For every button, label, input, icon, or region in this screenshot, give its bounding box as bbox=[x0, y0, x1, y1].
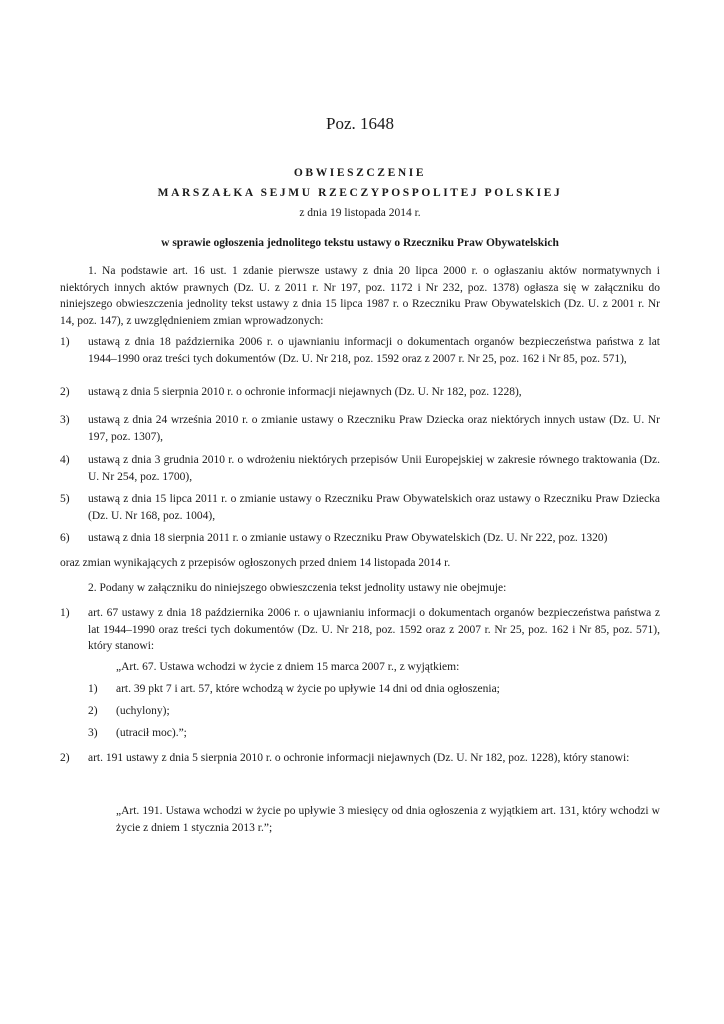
paragraph-1: 1. Na podstawie art. 16 ust. 1 zdanie pierwsze ustawy z dnia 20 lipca 2000 r. o ogłaszaniu aktów normatywnych i niektórych innych aktów prawnych (Dz. U. z 2011 r. Nr 197, poz. 1172 i Nr 232, poz. 1378) ogłasza się w załączniku do niniejszego obwieszczenia jednolity tekst ustawy z dnia 15 lipca 1987 r. o Rzeczniku Praw Obywatelskich (Dz. U. z 2001 r. Nr 14, poz. 147), z uwzględnieniem zmian wprowadzonych: bbox=[60, 265, 660, 327]
quote-item-number: 2) bbox=[88, 705, 98, 717]
list-text: ustawą z dnia 24 września 2010 r. o zmianie ustawy o Rzeczniku Praw Dziecka oraz niektórych innych ustaw (Dz. U. Nr 197, poz. 1307), bbox=[88, 414, 660, 443]
list-number: 1) bbox=[60, 607, 70, 619]
list-text: ustawą z dnia 5 sierpnia 2010 r. o ochronie informacji niejawnych (Dz. U. Nr 182, poz. 1228), bbox=[88, 386, 522, 398]
list-number: 1) bbox=[60, 336, 70, 348]
quote-item-number: 3) bbox=[88, 727, 98, 739]
list-number: 2) bbox=[60, 752, 70, 764]
list-number: 4) bbox=[60, 454, 70, 466]
quote-item bbox=[88, 681, 660, 698]
quote-art-191: „Art. 191. Ustawa wchodzi w życie po upływie 3 miesięcy od dnia ogłoszenia z wyjątkiem art. 131, który wchodzi w życie z dniem 1 stycznia 2013 r.”; bbox=[116, 805, 660, 834]
paragraph-2: 2. Podany w załączniku do niniejszego obwieszczenia tekst jednolity ustawy nie obejmuje: bbox=[88, 582, 507, 594]
list-text: ustawą z dnia 18 października 2006 r. o ujawnianiu informacji o dokumentach organów bezpieczeństwa państwa z lat 1944–1990 oraz treści tych dokumentów (Dz. U. Nr 218, poz. 1592 oraz z 2007 r. Nr 25, poz. 162 i Nr 85, poz. 571), bbox=[88, 336, 660, 365]
list-text: art. 67 ustawy z dnia 18 października 2006 r. o ujawnianiu informacji o dokumentach organów bezpieczeństwa państwa z lat 1944–1990 oraz treści tych dokumentów (Dz. U. Nr 218, poz. 1592 oraz z 2007 r. Nr 25, poz. 162 i Nr 85, poz. 571), który stanowi: bbox=[88, 607, 660, 652]
document-page bbox=[60, 0, 660, 1024]
quote-item-text: (utracił moc).”; bbox=[116, 727, 187, 739]
list-item bbox=[60, 384, 660, 401]
quote-item bbox=[88, 703, 660, 720]
quote-item-text: (uchylony); bbox=[116, 705, 170, 717]
issuer-title: MARSZAŁKA SEJMU RZECZYPOSPOLITEJ POLSKIEJ bbox=[157, 187, 563, 199]
document-date: z dnia 19 listopada 2014 r. bbox=[299, 207, 421, 219]
quote-item-number: 1) bbox=[88, 683, 98, 695]
list-item bbox=[60, 334, 660, 367]
changes-paragraph: oraz zmian wynikających z przepisów ogłoszonych przed dniem 14 listopada 2014 r. bbox=[60, 557, 451, 569]
document-subject: w sprawie ogłoszenia jednolitego tekstu ustawy o Rzeczniku Praw Obywatelskich bbox=[161, 237, 559, 249]
list-item bbox=[60, 491, 660, 524]
list-text: ustawą z dnia 18 sierpnia 2011 r. o zmianie ustawy o Rzeczniku Praw Obywatelskich (Dz. U. Nr 222, poz. 1320) bbox=[88, 532, 608, 544]
list-text: ustawą z dnia 15 lipca 2011 r. o zmianie ustawy o Rzeczniku Praw Obywatelskich oraz ustawy o Rzeczniku Praw Dziecka (Dz. U. Nr 168, poz. 1004), bbox=[88, 493, 660, 522]
quote-item bbox=[88, 725, 660, 742]
quote-item-text: art. 39 pkt 7 i art. 57, które wchodzą w życie po upływie 14 dni od dnia ogłoszenia; bbox=[116, 683, 500, 695]
quote-art-67: „Art. 67. Ustawa wchodzi w życie z dniem 15 marca 2007 r., z wyjątkiem: bbox=[116, 661, 460, 673]
document-title: OBWIESZCZENIE bbox=[293, 167, 427, 179]
list-item bbox=[60, 530, 660, 547]
list-number: 6) bbox=[60, 532, 70, 544]
list-text: ustawą z dnia 3 grudnia 2010 r. o wdrożeniu niektórych przepisów Unii Europejskiej w zakresie równego traktowania (Dz. U. Nr 254, poz. 1700), bbox=[88, 454, 660, 483]
list-number: 2) bbox=[60, 386, 70, 398]
list-number: 3) bbox=[60, 414, 70, 426]
list-number: 5) bbox=[60, 493, 70, 505]
list-item bbox=[60, 452, 660, 485]
list-text: art. 191 ustawy z dnia 5 sierpnia 2010 r. o ochronie informacji niejawnych (Dz. U. Nr 182, poz. 1228), który stanowi: bbox=[88, 752, 630, 764]
list-item bbox=[60, 605, 660, 655]
list-item bbox=[60, 412, 660, 445]
position-number: Poz. 1648 bbox=[326, 114, 394, 133]
list-item bbox=[60, 750, 660, 767]
